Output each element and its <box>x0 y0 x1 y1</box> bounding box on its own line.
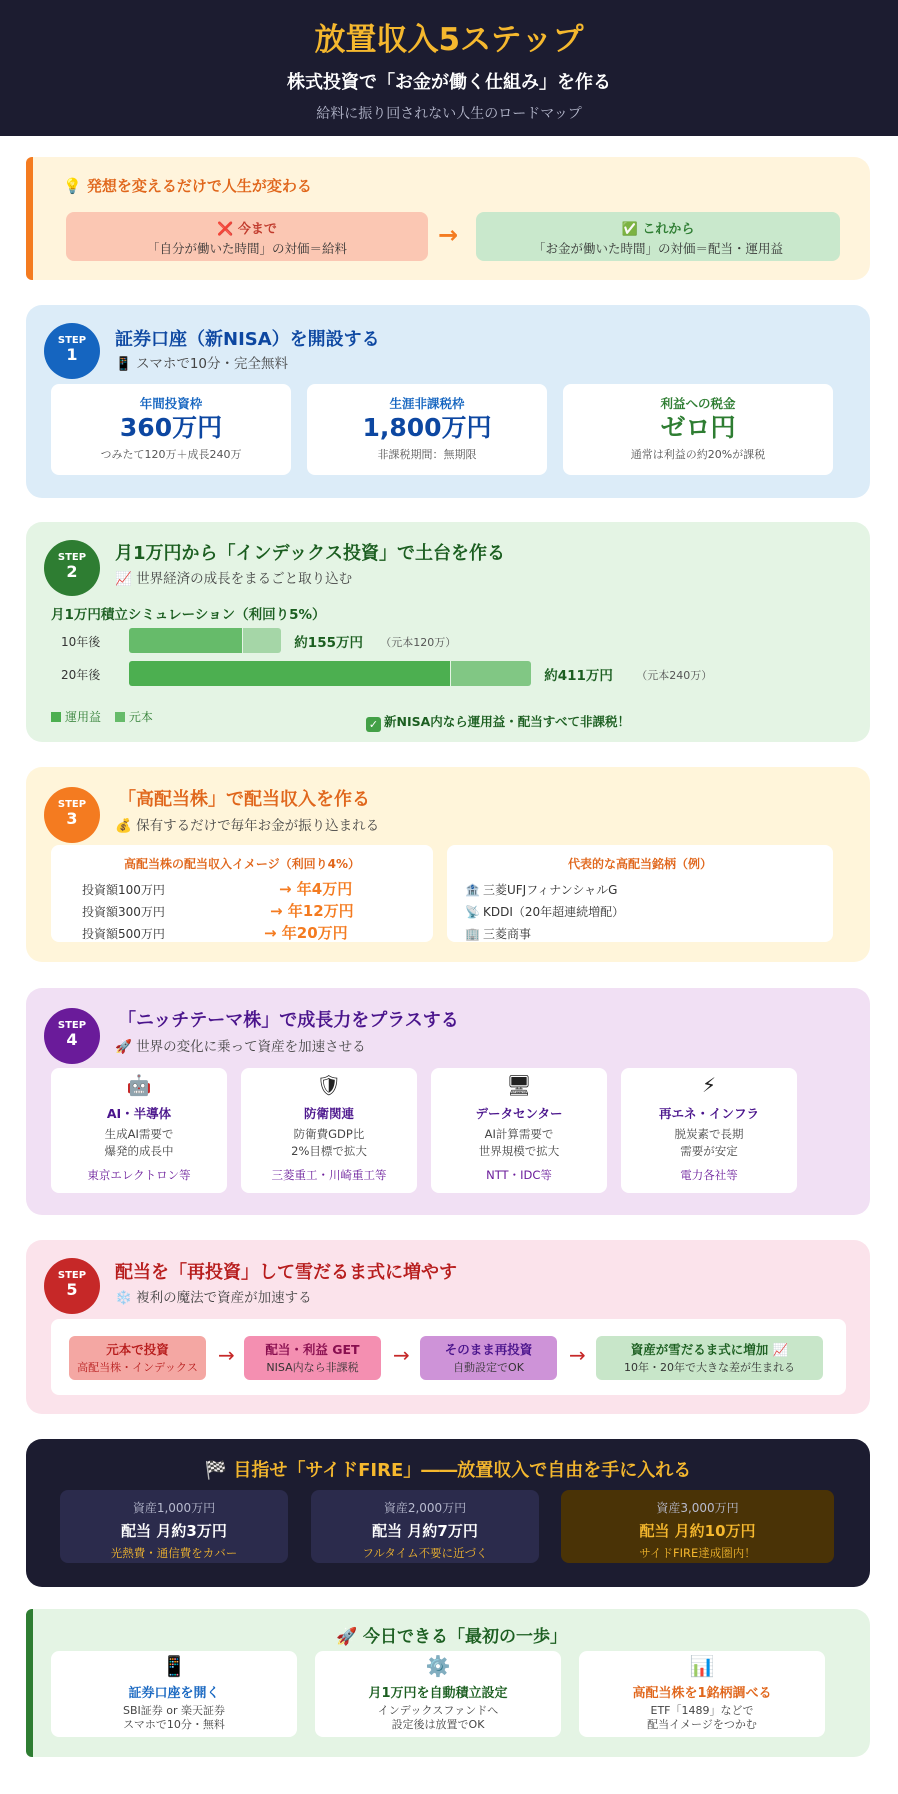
before-label: ❌ 今まで <box>217 222 277 237</box>
step-badge-number: 1 <box>66 345 78 364</box>
box-label: 生涯非課税枠 <box>389 396 465 411</box>
step1-subtitle: 📱 スマホで10分・完全無料 <box>115 356 289 372</box>
robot-icon: 🤖 <box>126 1073 152 1097</box>
arrow-right-icon: → <box>438 221 459 249</box>
theme-example: 東京エレクトロン等 <box>87 1168 191 1182</box>
fire-dividend: 配当 月約3万円 <box>121 1522 227 1540</box>
page-tagline: 給料に振り回されない人生のロードマップ <box>316 106 582 122</box>
step5-badge <box>44 1258 100 1314</box>
tax-free-note <box>366 712 630 732</box>
bar-principal-note: （元本240万） <box>636 669 713 682</box>
after-box <box>476 212 840 261</box>
step5-subtitle: ❄️ 複利の魔法で資産が加速する <box>115 1290 312 1306</box>
satellite-icon: 📡 <box>465 905 480 919</box>
step5-title: 配当を「再投資」して雪だるま式に増やす <box>115 1262 457 1283</box>
chart-legend <box>51 708 163 725</box>
flow-step-grow <box>596 1336 823 1380</box>
fire-note: フルタイム不要に近づく <box>362 1546 488 1560</box>
gear-icon: ⚙️ <box>425 1654 451 1678</box>
flow-label: そのまま再投資 <box>444 1342 533 1357</box>
stock-name: 三菱UFJフィナンシャルG <box>483 883 618 897</box>
row-value: → 年4万円 <box>279 880 353 898</box>
step2-subtitle: 📈 世界経済の成長をまるごと取り込む <box>115 571 353 587</box>
action-title: 高配当株を1銘柄調べる <box>632 1686 772 1701</box>
bar-segment-principal <box>451 661 531 686</box>
flow-desc: NISA内なら非課税 <box>266 1361 359 1374</box>
mindset-heading: 💡 発想を変えるだけで人生が変わる <box>63 177 312 195</box>
bank-icon: 🏦 <box>465 883 480 897</box>
bar-chart-icon: 📊 <box>689 1654 715 1678</box>
step3-badge <box>44 787 100 843</box>
first-step-card <box>26 1609 870 1757</box>
flow-desc: 自動設定でOK <box>453 1361 524 1374</box>
flow-step-reinvest <box>420 1336 557 1380</box>
step2-title: 月1万円から「インデックス投資」で土台を作る <box>115 543 505 564</box>
stock-examples-panel <box>447 845 833 942</box>
row-label: 投資額300万円 <box>82 905 165 919</box>
building-icon: 🏢 <box>465 927 480 941</box>
step2-card <box>26 522 870 742</box>
action-open-account <box>51 1651 297 1737</box>
tax-box <box>563 384 833 475</box>
box-label: 利益への税金 <box>660 396 736 411</box>
chart-category-label: 20年後 <box>61 668 101 682</box>
theme-name: 防衛関連 <box>303 1106 354 1121</box>
before-text: 「自分が働いた時間」の対価＝給料 <box>146 241 347 256</box>
flow-label: 配当・利益 GET <box>265 1342 360 1357</box>
panel-title: 高配当株の配当収入イメージ（利回り4%） <box>123 857 360 871</box>
step2-badge <box>44 540 100 596</box>
action-desc: ETF「1489」などで 配当イメージをつかむ <box>647 1704 757 1731</box>
theme-name: AI・半導体 <box>106 1106 172 1121</box>
legend-swatch <box>115 712 125 722</box>
action-auto-invest <box>315 1651 561 1737</box>
fire-asset: 資産2,000万円 <box>383 1501 467 1515</box>
theme-example: 電力各社等 <box>680 1168 738 1182</box>
fire-asset: 資産3,000万円 <box>656 1501 739 1515</box>
dividend-image-panel <box>51 845 433 942</box>
row-value: → 年12万円 <box>270 902 354 920</box>
panel-title: 代表的な高配当銘柄（例） <box>567 857 712 871</box>
row-value: → 年20万円 <box>264 924 348 942</box>
theme-ai <box>51 1068 227 1193</box>
legend-label: 運用益 <box>65 710 102 724</box>
row-label: 投資額500万円 <box>82 927 165 941</box>
theme-name: データセンター <box>475 1106 563 1121</box>
arrow-right-icon: → <box>218 1343 235 1367</box>
bar-total-label: 約155万円 <box>294 635 363 651</box>
theme-example: NTT・IDC等 <box>486 1168 552 1182</box>
side-fire-card <box>26 1439 870 1587</box>
flow-step-invest <box>69 1336 206 1380</box>
bar-principal-note: （元本120万） <box>380 636 457 649</box>
arrow-right-icon: → <box>393 1343 410 1367</box>
fire-note: 光熱費・通信費をカバー <box>110 1546 238 1560</box>
stock-name: 三菱商事 <box>483 927 532 941</box>
step1-card <box>26 305 870 498</box>
step1-badge <box>44 323 100 379</box>
step3-card <box>26 767 870 962</box>
fire-dividend: 配当 月約7万円 <box>372 1522 478 1540</box>
side-fire-title: 🏁 目指せ「サイドFIRE」――放置収入で自由を手に入れる <box>204 1460 692 1481</box>
stock-item <box>465 903 624 920</box>
action-research-stock <box>579 1651 825 1737</box>
step-badge-number: 2 <box>66 562 78 581</box>
phone-icon: 📱 <box>161 1654 187 1678</box>
stock-item <box>465 881 617 898</box>
step-badge-label: STEP <box>57 1020 87 1031</box>
page-title: 放置収入5ステップ <box>314 22 584 58</box>
step-badge-label: STEP <box>57 799 87 810</box>
monitor-icon: 🖥 <box>506 1073 532 1097</box>
theme-energy <box>621 1068 797 1193</box>
legend-swatch <box>51 712 61 722</box>
step1-title: 証券口座（新NISA）を開設する <box>115 329 380 350</box>
bar-segment-gain <box>129 628 242 653</box>
stock-item <box>465 925 531 942</box>
bar-segment-principal <box>243 628 281 653</box>
theme-desc: 生成AI需要で 爆発的成長中 <box>104 1127 174 1158</box>
first-step-title: 🚀 今日できる「最初の一歩」 <box>335 1627 568 1647</box>
stock-name: KDDI（20年超連続増配） <box>483 905 625 919</box>
theme-desc: 防衛費GDP比 2%目標で拡大 <box>291 1127 367 1158</box>
fire-box-20m <box>311 1490 539 1563</box>
nisa-annual-limit-box <box>51 384 291 475</box>
box-note: つみたて120万＋成長240万 <box>100 448 242 461</box>
flow-desc: 高配当株・インデックス <box>77 1361 198 1374</box>
step4-subtitle: 🚀 世界の変化に乗って資産を加速させる <box>115 1039 366 1055</box>
step-badge-label: STEP <box>57 552 87 563</box>
step3-subtitle: 💰 保有するだけで毎年お金が振り込まれる <box>115 818 380 834</box>
chart-category-label: 10年後 <box>61 635 101 649</box>
theme-datacenter <box>431 1068 607 1193</box>
step-badge-number: 3 <box>66 809 78 828</box>
box-value: ゼロ円 <box>660 413 736 442</box>
step4-badge <box>44 1008 100 1064</box>
theme-desc: AI計算需要で 世界規模で拡大 <box>478 1127 560 1158</box>
legend-item-gain <box>51 710 101 724</box>
step-badge-number: 5 <box>66 1280 78 1299</box>
action-title: 月1万円を自動積立設定 <box>368 1686 508 1701</box>
shield-icon: 🛡 <box>316 1073 342 1097</box>
after-label: ✅ これから <box>621 222 695 237</box>
fire-asset: 資産1,000万円 <box>132 1501 216 1515</box>
step5-card <box>26 1240 870 1414</box>
bar-segment-gain <box>129 661 450 686</box>
theme-defense <box>241 1068 417 1193</box>
theme-desc: 脱炭素で長期 需要が安定 <box>674 1127 744 1158</box>
header <box>0 0 898 136</box>
action-desc: インデックスファンドへ 設定後は放置でOK <box>377 1704 499 1731</box>
page-subtitle: 株式投資で「お金が働く仕組み」を作る <box>287 72 611 93</box>
lightning-icon: ⚡ <box>701 1073 717 1097</box>
after-text: 「お金が働いた時間」の対価＝配当・運用益 <box>532 241 783 256</box>
step-badge-label: STEP <box>57 335 87 346</box>
fire-dividend: 配当 月約10万円 <box>639 1522 756 1540</box>
box-value: 1,800万円 <box>362 413 492 442</box>
step4-card <box>26 988 870 1215</box>
flow-desc: 10年・20年で大きな差が生まれる <box>624 1361 795 1374</box>
check-icon: ✓ <box>366 717 381 732</box>
flow-step-get <box>244 1336 381 1380</box>
step3-title: 「高配当株」で配当収入を作る <box>118 789 370 810</box>
box-note: 非課税期間：無期限 <box>377 448 477 461</box>
action-title: 証券口座を開く <box>128 1686 220 1701</box>
theme-name: 再エネ・インフラ <box>658 1106 759 1121</box>
flow-label: 資産が雪だるま式に増加 📈 <box>630 1342 789 1357</box>
box-label: 年間投資枠 <box>139 396 203 411</box>
legend-item-principal <box>115 710 153 724</box>
mindset-card <box>26 157 870 280</box>
flow-label: 元本で投資 <box>106 1342 169 1357</box>
box-note: 通常は利益の約20%が課税 <box>630 448 766 461</box>
row-label: 投資額100万円 <box>82 883 165 897</box>
before-box <box>66 212 428 261</box>
fire-box-10m <box>60 1490 288 1563</box>
arrow-right-icon: → <box>569 1343 586 1367</box>
step4-title: 「ニッチテーマ株」で成長力をプラスする <box>118 1010 459 1031</box>
step-badge-number: 4 <box>66 1030 78 1049</box>
tax-free-note-text: 新NISA内なら運用益・配当すべて非課税！ <box>384 714 631 729</box>
step-badge-label: STEP <box>57 1270 87 1281</box>
legend-label: 元本 <box>128 710 153 724</box>
box-value: 360万円 <box>119 413 223 442</box>
simulation-title: 月1万円積立シミュレーション（利回り5%） <box>51 607 326 623</box>
action-desc: SBI証券 or 楽天証券 スマホで10分・無料 <box>122 1704 226 1731</box>
fire-note: サイドFIRE達成圏内！ <box>639 1546 756 1560</box>
theme-example: 三菱重工・川崎重工等 <box>271 1168 387 1182</box>
reinvest-flow <box>51 1319 846 1395</box>
fire-box-30m <box>561 1490 834 1563</box>
nisa-lifetime-limit-box <box>307 384 547 475</box>
bar-total-label: 約411万円 <box>544 668 613 684</box>
